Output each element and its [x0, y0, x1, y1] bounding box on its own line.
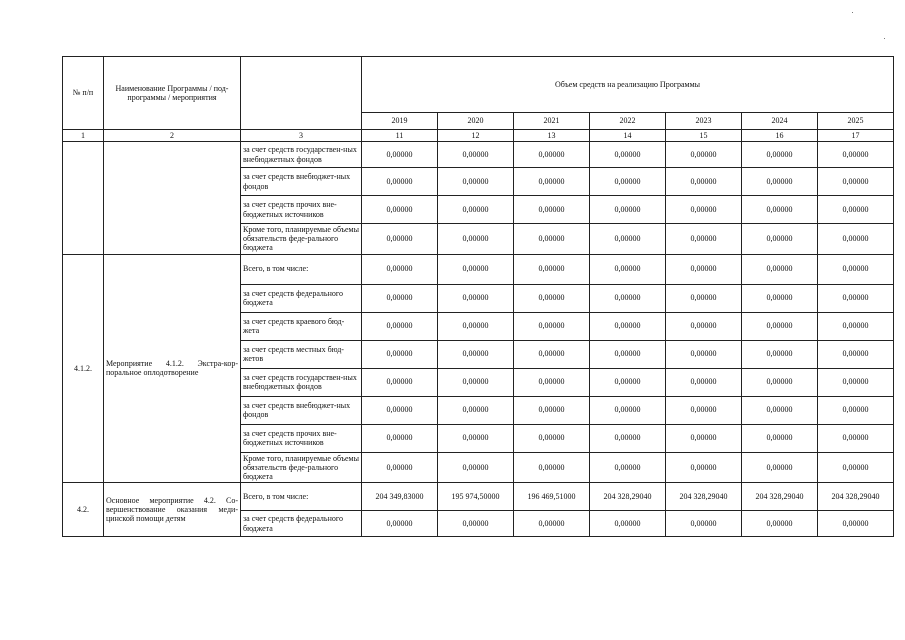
amount-cell: 0,00000	[438, 368, 514, 396]
funding-source: за счет средств внебюджет-ных фондов	[241, 396, 362, 424]
amount-cell: 0,00000	[742, 224, 818, 255]
amount-cell: 0,00000	[514, 396, 590, 424]
measure-name	[104, 142, 241, 255]
header-num: № п/п	[63, 57, 104, 130]
funding-source: за счет средств государствен-ных внебюджетных фондов	[241, 142, 362, 168]
amount-cell: 0,00000	[742, 452, 818, 483]
amount-cell: 195 974,50000	[438, 483, 514, 511]
amount-cell: 0,00000	[438, 396, 514, 424]
scan-speck	[884, 38, 885, 39]
amount-cell: 0,00000	[666, 340, 742, 368]
amount-cell: 0,00000	[362, 424, 438, 452]
amount-cell: 0,00000	[666, 424, 742, 452]
header-year: 2023	[666, 113, 742, 130]
header-year: 2020	[438, 113, 514, 130]
amount-cell: 0,00000	[362, 196, 438, 224]
amount-cell: 0,00000	[438, 224, 514, 255]
header-year: 2021	[514, 113, 590, 130]
amount-cell: 0,00000	[514, 284, 590, 312]
column-number: 13	[514, 130, 590, 142]
amount-cell: 0,00000	[818, 452, 894, 483]
header-name: Наименование Программы / под-программы / мероприятия	[104, 57, 241, 130]
column-number: 17	[818, 130, 894, 142]
amount-cell: 0,00000	[818, 424, 894, 452]
amount-cell: 0,00000	[514, 196, 590, 224]
amount-cell: 0,00000	[362, 168, 438, 196]
table-row	[63, 254, 894, 284]
amount-cell: 0,00000	[666, 284, 742, 312]
amount-cell: 0,00000	[742, 142, 818, 168]
amount-cell: 0,00000	[742, 511, 818, 537]
amount-cell: 0,00000	[742, 312, 818, 340]
funding-source: за счет средств прочих вне-бюджетных источников	[241, 424, 362, 452]
amount-cell: 196 469,51000	[514, 483, 590, 511]
column-number: 1	[63, 130, 104, 142]
amount-cell: 204 328,29040	[666, 483, 742, 511]
funding-source: Кроме того, планируемые объемы обязательств феде-рального бюджета	[241, 224, 362, 255]
amount-cell: 0,00000	[438, 168, 514, 196]
amount-cell: 0,00000	[514, 168, 590, 196]
amount-cell: 0,00000	[590, 196, 666, 224]
header-year: 2022	[590, 113, 666, 130]
funding-source: за счет средств местных бюд-жетов	[241, 340, 362, 368]
amount-cell: 0,00000	[590, 312, 666, 340]
amount-cell: 0,00000	[818, 254, 894, 284]
measure-code	[63, 142, 104, 255]
amount-cell: 0,00000	[514, 368, 590, 396]
amount-cell: 0,00000	[590, 284, 666, 312]
amount-cell: 0,00000	[362, 368, 438, 396]
amount-cell: 0,00000	[666, 368, 742, 396]
amount-cell: 0,00000	[438, 254, 514, 284]
amount-cell: 0,00000	[362, 312, 438, 340]
amount-cell: 0,00000	[438, 511, 514, 537]
amount-cell: 0,00000	[438, 284, 514, 312]
column-number: 2	[104, 130, 241, 142]
funding-source: за счет средств федерального бюджета	[241, 511, 362, 537]
funding-source: Всего, в том числе:	[241, 483, 362, 511]
column-number: 12	[438, 130, 514, 142]
scan-speck	[852, 12, 853, 13]
amount-cell: 0,00000	[666, 511, 742, 537]
measure-code: 4.2.	[63, 483, 104, 537]
amount-cell: 0,00000	[362, 224, 438, 255]
amount-cell: 0,00000	[818, 368, 894, 396]
amount-cell: 0,00000	[362, 340, 438, 368]
amount-cell: 0,00000	[514, 511, 590, 537]
amount-cell: 0,00000	[666, 312, 742, 340]
amount-cell: 204 328,29040	[818, 483, 894, 511]
amount-cell: 0,00000	[362, 396, 438, 424]
amount-cell: 0,00000	[666, 168, 742, 196]
amount-cell: 0,00000	[590, 396, 666, 424]
amount-cell: 0,00000	[742, 424, 818, 452]
amount-cell: 0,00000	[818, 340, 894, 368]
amount-cell: 0,00000	[438, 142, 514, 168]
amount-cell: 0,00000	[666, 396, 742, 424]
measure-code: 4.1.2.	[63, 254, 104, 483]
funding-source: за счет средств прочих вне-бюджетных источников	[241, 196, 362, 224]
amount-cell: 0,00000	[590, 368, 666, 396]
amount-cell: 0,00000	[742, 340, 818, 368]
amount-cell: 0,00000	[362, 254, 438, 284]
measure-name: Основное мероприятие 4.2. Со-вершенствование оказания меди-цинской помощи детям	[104, 483, 241, 537]
column-number: 16	[742, 130, 818, 142]
measure-name: Мероприятие 4.1.2. Экстра-кор-поральное оплодотворение	[104, 254, 241, 483]
header-funding-title: Объем средств на реализацию Программы	[362, 57, 894, 113]
amount-cell: 204 349,83000	[362, 483, 438, 511]
funding-source: Кроме того, планируемые объемы обязательств феде-рального бюджета	[241, 452, 362, 483]
table-row	[63, 142, 894, 168]
amount-cell: 0,00000	[742, 254, 818, 284]
funding-source: за счет средств краевого бюд-жета	[241, 312, 362, 340]
header-year: 2024	[742, 113, 818, 130]
amount-cell: 0,00000	[742, 396, 818, 424]
funding-source: за счет средств внебюджет-ных фондов	[241, 168, 362, 196]
amount-cell: 0,00000	[438, 196, 514, 224]
amount-cell: 0,00000	[590, 142, 666, 168]
column-number: 14	[590, 130, 666, 142]
amount-cell: 0,00000	[514, 452, 590, 483]
amount-cell: 204 328,29040	[590, 483, 666, 511]
amount-cell: 0,00000	[818, 196, 894, 224]
amount-cell: 204 328,29040	[742, 483, 818, 511]
amount-cell: 0,00000	[818, 168, 894, 196]
table-body	[63, 142, 894, 537]
amount-cell: 0,00000	[590, 511, 666, 537]
column-number: 15	[666, 130, 742, 142]
amount-cell: 0,00000	[362, 284, 438, 312]
column-number: 3	[241, 130, 362, 142]
funding-source: Всего, в том числе:	[241, 254, 362, 284]
amount-cell: 0,00000	[438, 452, 514, 483]
amount-cell: 0,00000	[666, 452, 742, 483]
amount-cell: 0,00000	[438, 312, 514, 340]
funding-source: за счет средств государствен-ных внебюджетных фондов	[241, 368, 362, 396]
amount-cell: 0,00000	[590, 452, 666, 483]
amount-cell: 0,00000	[666, 142, 742, 168]
amount-cell: 0,00000	[666, 254, 742, 284]
amount-cell: 0,00000	[514, 340, 590, 368]
amount-cell: 0,00000	[818, 312, 894, 340]
amount-cell: 0,00000	[818, 396, 894, 424]
amount-cell: 0,00000	[514, 142, 590, 168]
amount-cell: 0,00000	[514, 224, 590, 255]
amount-cell: 0,00000	[514, 312, 590, 340]
amount-cell: 0,00000	[590, 224, 666, 255]
header-sources	[241, 57, 362, 130]
amount-cell: 0,00000	[362, 511, 438, 537]
amount-cell: 0,00000	[666, 224, 742, 255]
amount-cell: 0,00000	[742, 284, 818, 312]
table-row	[63, 483, 894, 511]
table-header	[63, 57, 894, 142]
amount-cell: 0,00000	[742, 168, 818, 196]
funding-table	[62, 56, 894, 537]
amount-cell: 0,00000	[818, 284, 894, 312]
amount-cell: 0,00000	[590, 340, 666, 368]
amount-cell: 0,00000	[438, 424, 514, 452]
amount-cell: 0,00000	[818, 511, 894, 537]
amount-cell: 0,00000	[818, 224, 894, 255]
amount-cell: 0,00000	[742, 196, 818, 224]
amount-cell: 0,00000	[818, 142, 894, 168]
amount-cell: 0,00000	[514, 424, 590, 452]
header-year: 2025	[818, 113, 894, 130]
amount-cell: 0,00000	[666, 196, 742, 224]
amount-cell: 0,00000	[438, 340, 514, 368]
column-number: 11	[362, 130, 438, 142]
amount-cell: 0,00000	[514, 254, 590, 284]
amount-cell: 0,00000	[590, 254, 666, 284]
funding-source: за счет средств федерального бюджета	[241, 284, 362, 312]
amount-cell: 0,00000	[590, 168, 666, 196]
amount-cell: 0,00000	[590, 424, 666, 452]
amount-cell: 0,00000	[742, 368, 818, 396]
header-year: 2019	[362, 113, 438, 130]
amount-cell: 0,00000	[362, 142, 438, 168]
amount-cell: 0,00000	[362, 452, 438, 483]
